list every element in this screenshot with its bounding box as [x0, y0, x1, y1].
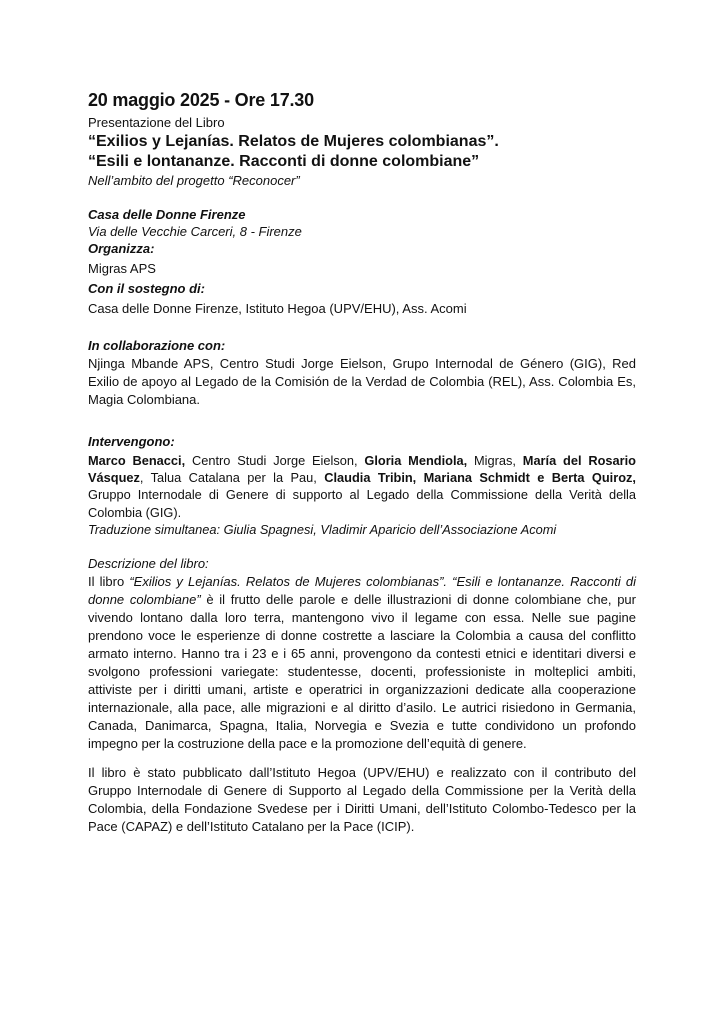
description-intro: Il libro [88, 574, 130, 589]
speaker-name: Claudia Tribin, Mariana Schmidt e Berta Quiroz, [324, 470, 636, 486]
book-title-italian: “Esili e lontananze. Racconti di donne colombiane” [88, 153, 480, 170]
speaker-affiliation: Migras, [467, 453, 523, 468]
speaker-affiliation: Centro Studi Jorge Eielson, [185, 453, 365, 468]
venue-address: Via delle Vecchie Carceri, 8 - Firenze [88, 224, 302, 239]
description-heading: Descrizione del libro: [88, 556, 209, 571]
book-title-spanish: “Exilios y Lejanías. Relatos de Mujeres colombianas”. [88, 133, 499, 150]
speakers-paragraph [88, 452, 636, 538]
collaboration-text: Njinga Mbande APS, Centro Studi Jorge Eielson, Grupo Internodal de Género (GIG), Red Exilio de apoyo al Legado de la Comisión de la Verdad de Colombia (REL), Ass. Colombia Es, Magia Colombiana. [88, 356, 636, 407]
event-date-time: 20 maggio 2025 - Ore 17.30 [88, 90, 314, 110]
translation-label: Traduzione simultanea [88, 521, 217, 537]
description-book-title: “Exilios y Lejanías. Relatos de Mujeres colombianas”. “Esili e lontananze. Racconti di donne colombiane” [88, 574, 636, 607]
description-paragraph [88, 573, 636, 753]
speaker-name: María del Rosario Vásquez [88, 453, 636, 486]
presentation-label: Presentazione del Libro [88, 115, 225, 130]
speaker-name: Marco Benacci, [88, 453, 186, 468]
speakers-heading: Intervengono: [88, 434, 175, 449]
venue-name: Casa delle Donne Firenze [88, 207, 246, 222]
organizer-name: Migras APS [88, 261, 156, 276]
organizer-heading: Organizza: [88, 241, 155, 256]
speaker-name: Gloria Mendiola, [364, 453, 468, 468]
publication-paragraph: Il libro è stato pubblicato dall’Istituto Hegoa (UPV/EHU) e realizzato con il contributo del Gruppo Internodale di Genere di Supporto al Legado della Commissione per la Verità della Colombia, della Fondazione Svedese per i Diritti Umani, dell’Istituto Colombo-Tedesco per la Pace (CAPAZ) e dell’Istituto Catalano per la Pace (ICIP). [88, 765, 636, 834]
support-text: Casa delle Donne Firenze, Istituto Hegoa (UPV/EHU), Ass. Acomi [88, 301, 467, 316]
project-note: Nell’ambito del progetto “Reconocer” [88, 173, 300, 188]
speaker-affiliation: Gruppo Internodale di Genere di supporto al Legado della Commissione della Verità della Colombia (GIG). [88, 487, 636, 520]
collaboration-heading: In collaborazione con: [88, 338, 226, 353]
speaker-affiliation: , Talua Catalana per la Pau, [139, 470, 325, 486]
translation-text: : Giulia Spagnesi, Vladimir Aparicio dell’Associazione Acomi [216, 521, 557, 537]
description-body: è il frutto delle parole e delle illustrazioni di donne colombiane che, pur vivendo lontano dalla loro terra, mantengono vivo il legame con essa. Nelle sue pagine prendono voce le esperienze di donne costrette a lasciare la Colombia a causa del conflitto armato interno. Hanno tra i 23 e i 65 anni, provengono da contesti etnici e identitari diversi e svolgono professioni variegate: studentesse, docenti, professioniste in molteplici ambiti, attiviste per i diritti umani, artiste e operatrici in organizzazioni dedicate alla cooperazione internazionale, alla pace, alle migrazioni e al diritto d’asilo. Le autrici risiedono in Germania, Canada, Danimarca, Spagna, Italia, Norvegia e Svezia e tutte condividono un profondo impegno per la costruzione della pace e la promozione dell’equità di genere. [88, 592, 636, 751]
support-heading: Con il sostegno di: [88, 281, 205, 296]
